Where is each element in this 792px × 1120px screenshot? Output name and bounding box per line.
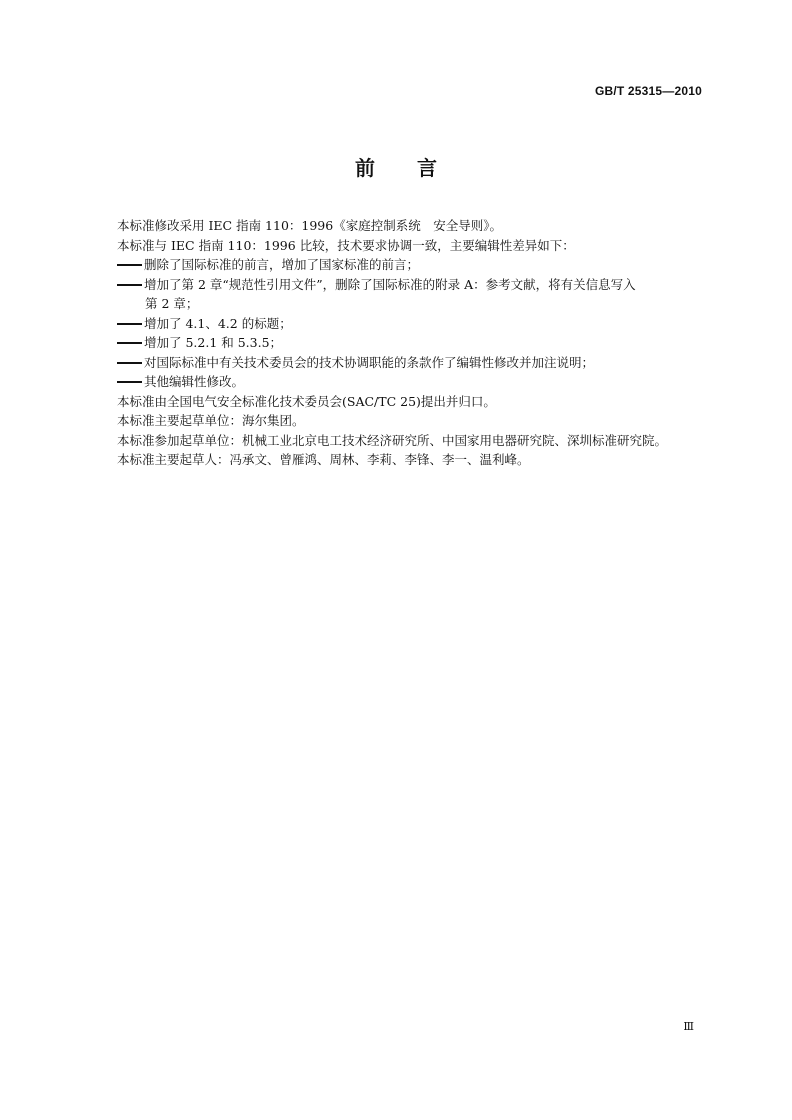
paragraph-drafters: 本标准主要起草人：冯承文、曾雁鸿、周林、李莉、李锋、李一、温利峰。 bbox=[117, 452, 530, 467]
paragraph-main-drafter-unit: 本标准主要起草单位：海尔集团。 bbox=[117, 413, 305, 428]
list-item bbox=[117, 314, 717, 334]
list-item-text: 对国际标准中有关技术委员会的技术协调职能的条款作了编辑性修改并加注说明； bbox=[144, 354, 595, 370]
dash-mark bbox=[117, 381, 142, 383]
paragraph-participating-units: 本标准参加起草单位：机械工业北京电工技术经济研究所、中国家用电器研究院、深圳标准研究院。 bbox=[117, 432, 668, 448]
dash-mark bbox=[117, 284, 142, 286]
dash-mark bbox=[117, 264, 142, 266]
foreword-body bbox=[117, 216, 717, 470]
dash-mark bbox=[117, 323, 142, 325]
standard-number: GB/T 25315—2010 bbox=[594, 84, 702, 98]
page-number: Ⅲ bbox=[683, 1020, 694, 1033]
list-item-text: 增加了 4.1、4.2 的标题； bbox=[144, 315, 292, 331]
list-item-text: 增加了第 2 章“规范性引用文件”，删除了国际标准的附录 A：参考文献，将有关信息写入 bbox=[144, 276, 636, 292]
list-item bbox=[117, 353, 717, 373]
paragraph-adoption: 本标准修改采用 IEC 指南 110：1996《家庭控制系统 安全导则》。 bbox=[117, 218, 502, 233]
list-item-text: 增加了 5.2.1 和 5.3.5； bbox=[144, 335, 283, 350]
list-item-continuation: 第 2 章； bbox=[145, 296, 199, 311]
paragraph-differences-intro: 本标准与 IEC 指南 110：1996 比较，技术要求协调一致，主要编辑性差异如下： bbox=[117, 237, 575, 253]
list-item bbox=[117, 275, 717, 295]
dash-mark bbox=[117, 342, 142, 344]
list-item bbox=[117, 333, 717, 353]
list-item bbox=[117, 372, 717, 392]
dash-mark bbox=[117, 362, 142, 364]
list-item-text: 删除了国际标准的前言，增加了国家标准的前言； bbox=[144, 257, 420, 272]
page-title: 前言 bbox=[355, 156, 479, 180]
list-item bbox=[117, 255, 717, 275]
paragraph-proposer: 本标准由全国电气安全标准化技术委员会(SAC/TC 25)提出并归口。 bbox=[117, 393, 496, 409]
list-item-text: 其他编辑性修改。 bbox=[144, 374, 245, 389]
